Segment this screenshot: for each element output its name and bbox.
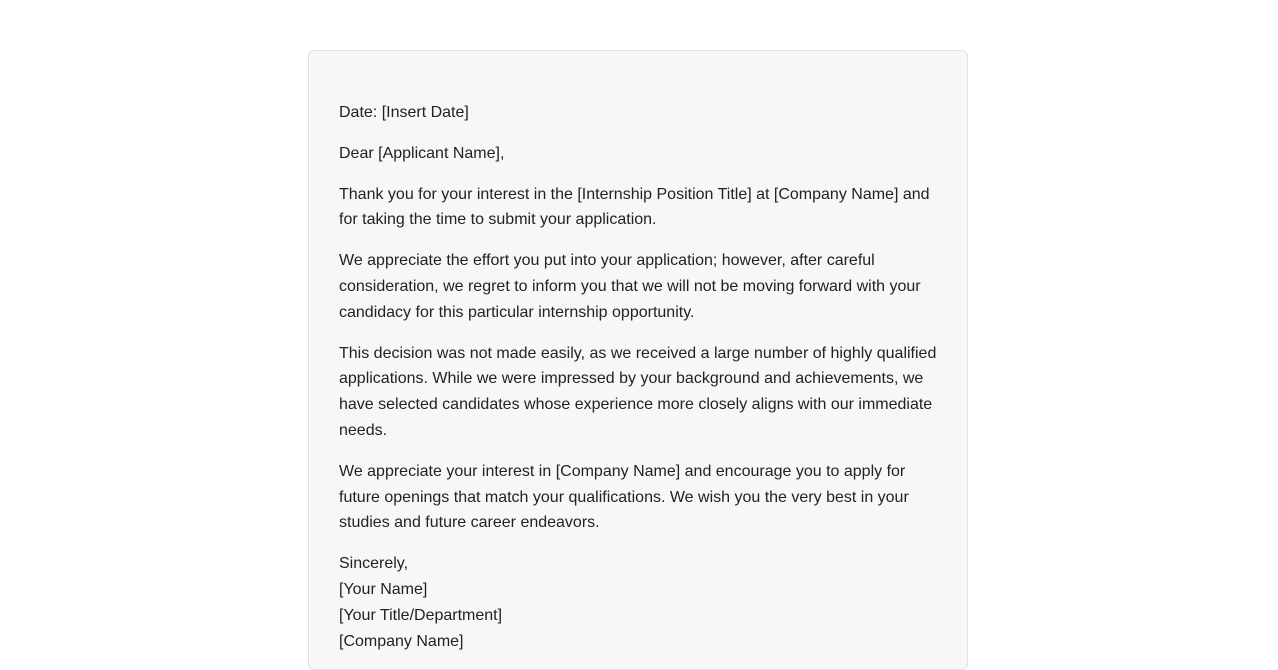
letter-paragraph-2: We appreciate the effort you put into your application; however, after careful consideration, we regret to inform you that we will not be moving forward with your candidacy for this particular internship opportunity. [339,252,921,321]
letter-closing: Sincerely, [339,555,409,573]
signature-name: [Your Name] [339,580,428,598]
letter-salutation: Dear [Applicant Name], [339,144,505,162]
letter-container [308,50,968,670]
letter-paragraph-4: We appreciate your interest in [Company Name] and encourage you to apply for future openings that match your qualifications. We wish you the very best in your studies and future career endeavors. [339,462,909,532]
signature-company: [Company Name] [339,632,464,650]
letter-signature-block [339,551,937,654]
signature-title: [Your Title/Department] [339,606,503,624]
letter-paragraph-1: Thank you for your interest in the [Internship Position Title] at [Company Name] and for taking the time to submit your application. [339,185,930,229]
letter-date: Date: [Insert Date] [339,104,469,121]
letter-paragraph-3: This decision was not made easily, as we received a large number of highly qualified applications. While we were impressed by your background and achievements, we have selected candidates whose experience more closely aligns with our immediate needs. [339,344,937,439]
